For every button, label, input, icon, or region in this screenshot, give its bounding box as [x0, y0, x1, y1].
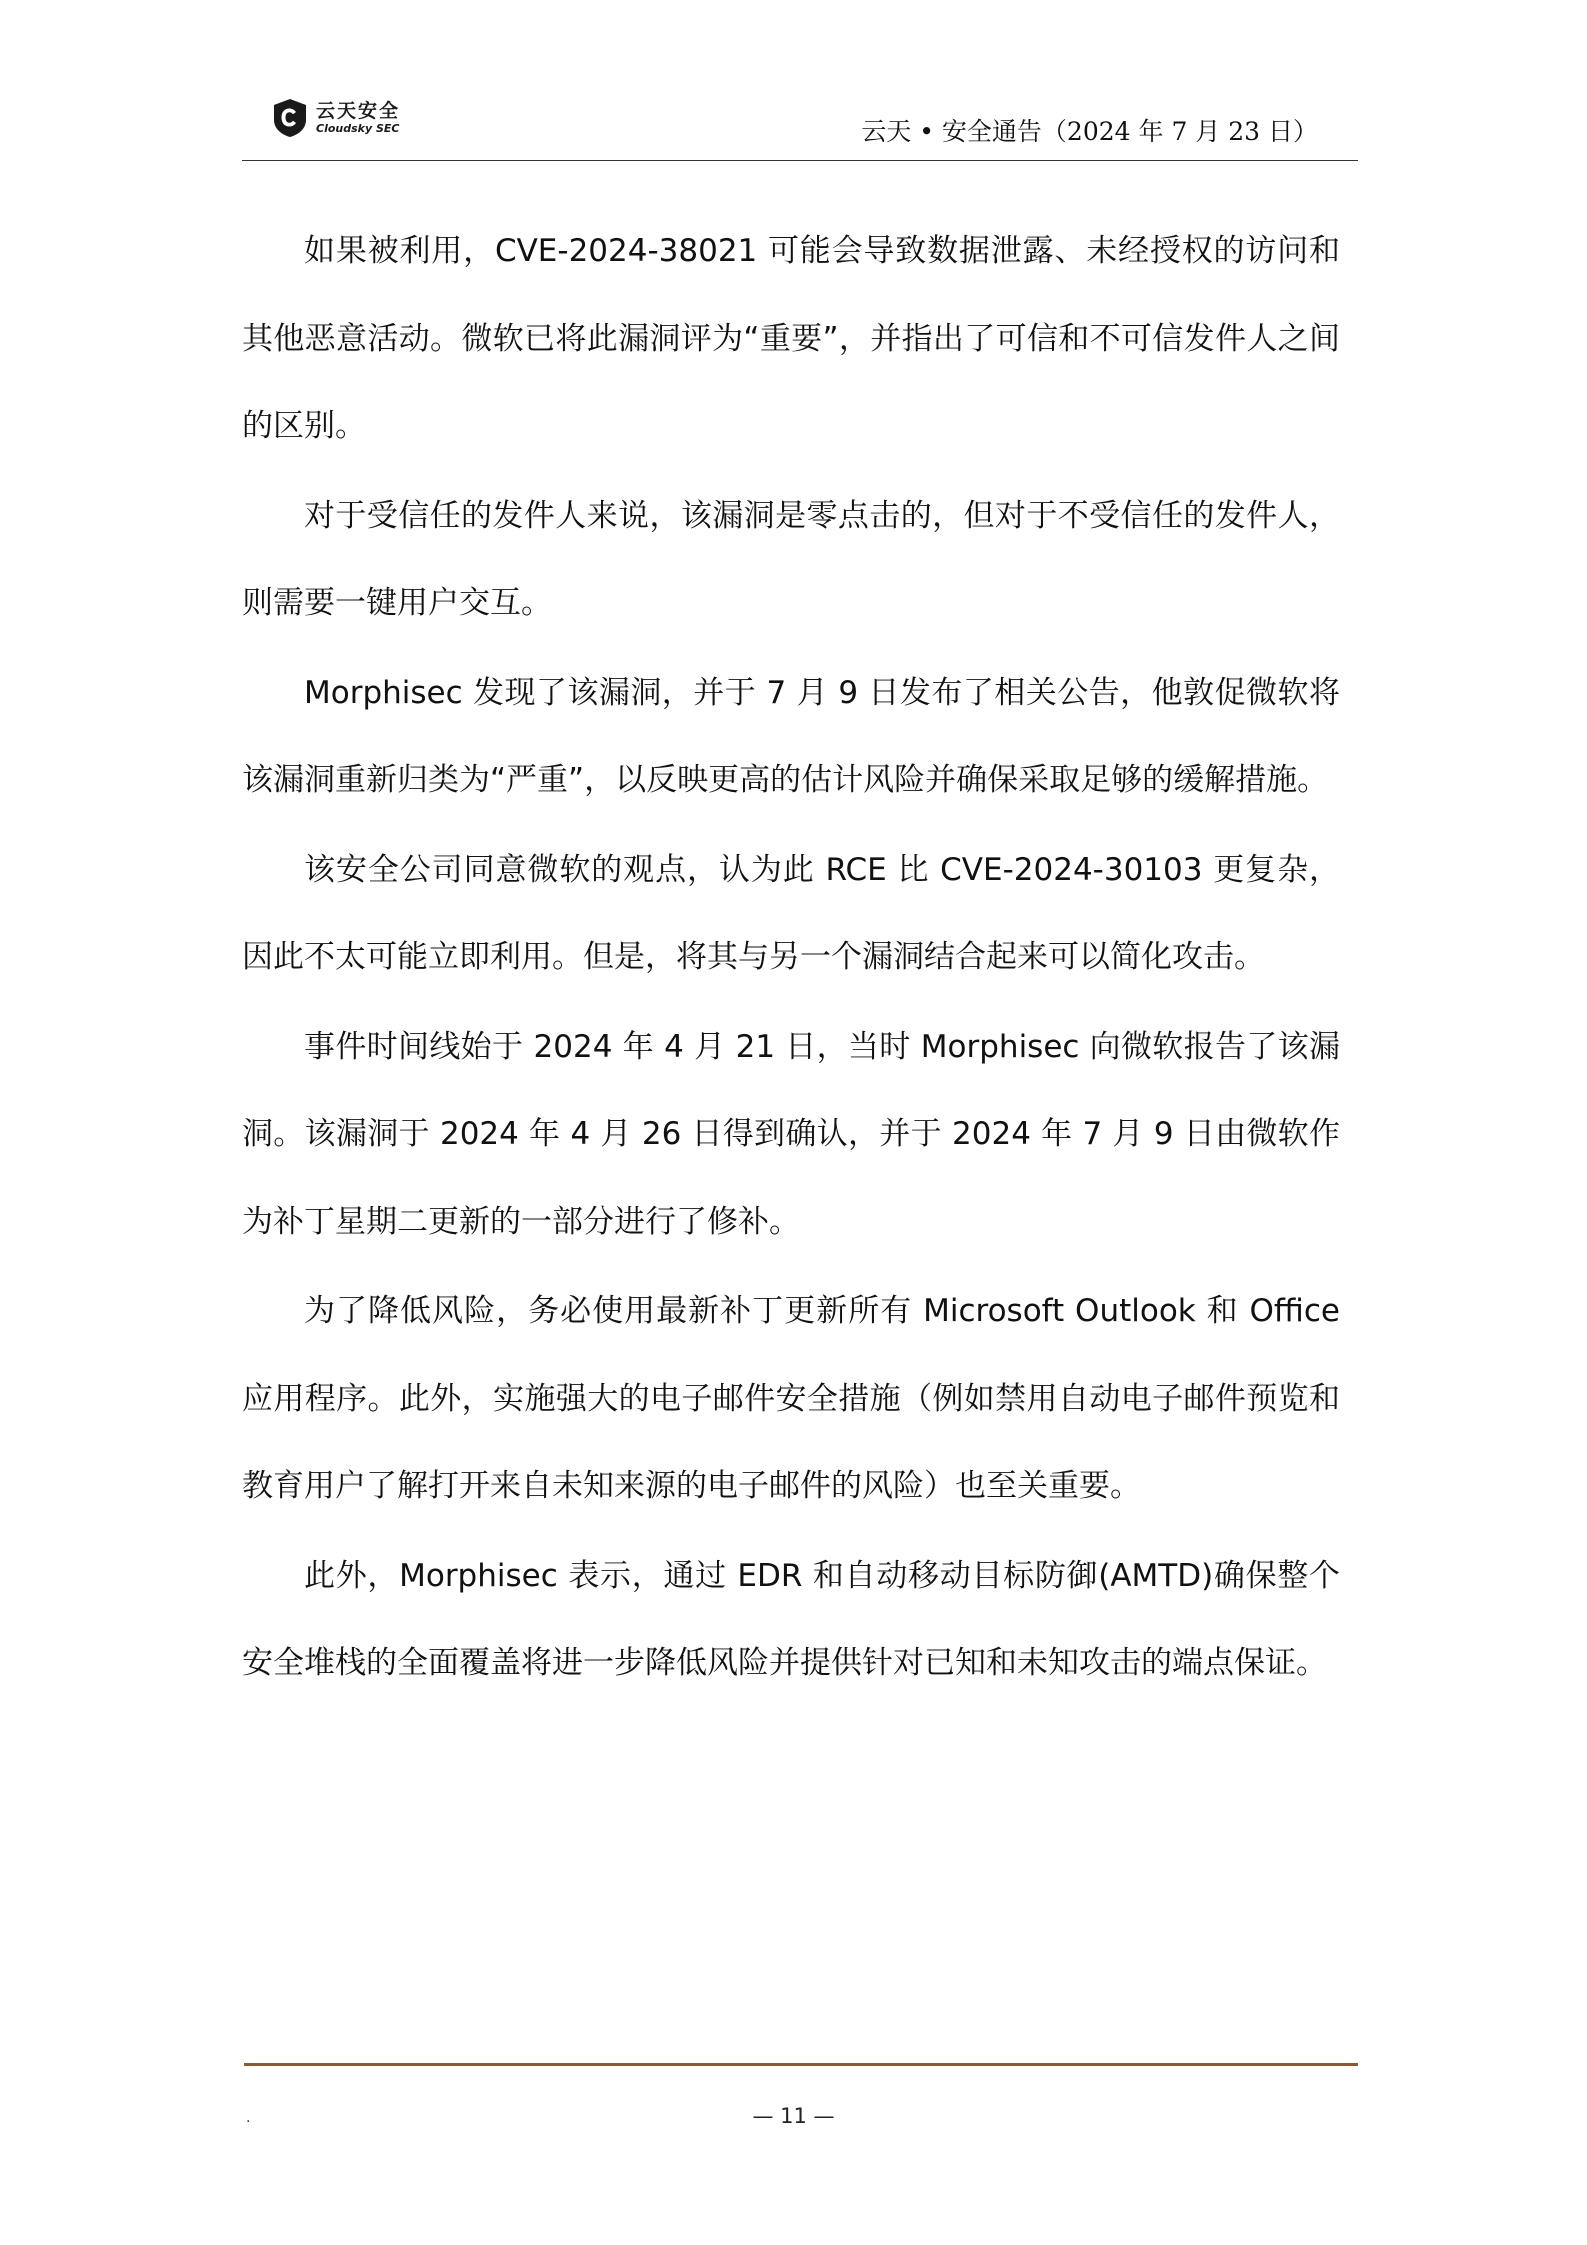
footer-dot: .	[246, 2110, 251, 2126]
page-header	[242, 88, 1358, 162]
shield-logo-icon	[272, 98, 308, 138]
paragraph: 事件时间线始于 2024 年 4 月 21 日，当时 Morphisec 向微软报告了该漏洞。该漏洞于 2024 年 4 月 26 日得到确认，并于 2024 年 7 月 9 日由微软作为补丁星期二更新的一部分进行了修补。	[242, 1028, 1340, 1240]
logo-chinese-name: 云天安全	[316, 100, 401, 122]
company-logo	[272, 96, 432, 146]
footer-divider	[244, 2063, 1358, 2066]
paragraph: 为了降低风险，务必使用最新补丁更新所有 Microsoft Outlook 和 Office 应用程序。此外，实施强大的电子邮件安全措施（例如禁用自动电子邮件预览和教育用户了解打开来自未知来源的电子邮件的风险）也至关重要。	[242, 1293, 1340, 1504]
document-body	[242, 208, 1340, 1710]
bulletin-title: 云天 • 安全通告（2024 年 7 月 23 日）	[861, 117, 1318, 146]
paragraph: 此外，Morphisec 表示，通过 EDR 和自动移动目标防御(AMTD)确保整个安全堆栈的全面覆盖将进一步降低风险并提供针对已知和未知攻击的端点保证。	[242, 1557, 1340, 1681]
paragraph: 如果被利用，CVE-2024-38021 可能会导致数据泄露、未经授权的访问和其他恶意活动。微软已将此漏洞评为“重要”，并指出了可信和不可信发件人之间的区别。	[242, 233, 1340, 444]
paragraph: 该安全公司同意微软的观点，认为此 RCE 比 CVE-2024-30103 更复杂，因此不太可能立即利用。但是，将其与另一个漏洞结合起来可以简化攻击。	[242, 851, 1340, 975]
header-divider	[242, 160, 1358, 161]
paragraph: Morphisec 发现了该漏洞，并于 7 月 9 日发布了相关公告，他敦促微软将该漏洞重新归类为“严重”，以反映更高的估计风险并确保采取足够的缓解措施。	[242, 674, 1340, 798]
logo-english-name: Cloudsky SEC	[316, 122, 400, 135]
page-number: — 11 —	[752, 2104, 835, 2128]
paragraph: 对于受信任的发件人来说，该漏洞是零点击的，但对于不受信任的发件人，则需要一键用户交互。	[242, 497, 1340, 621]
